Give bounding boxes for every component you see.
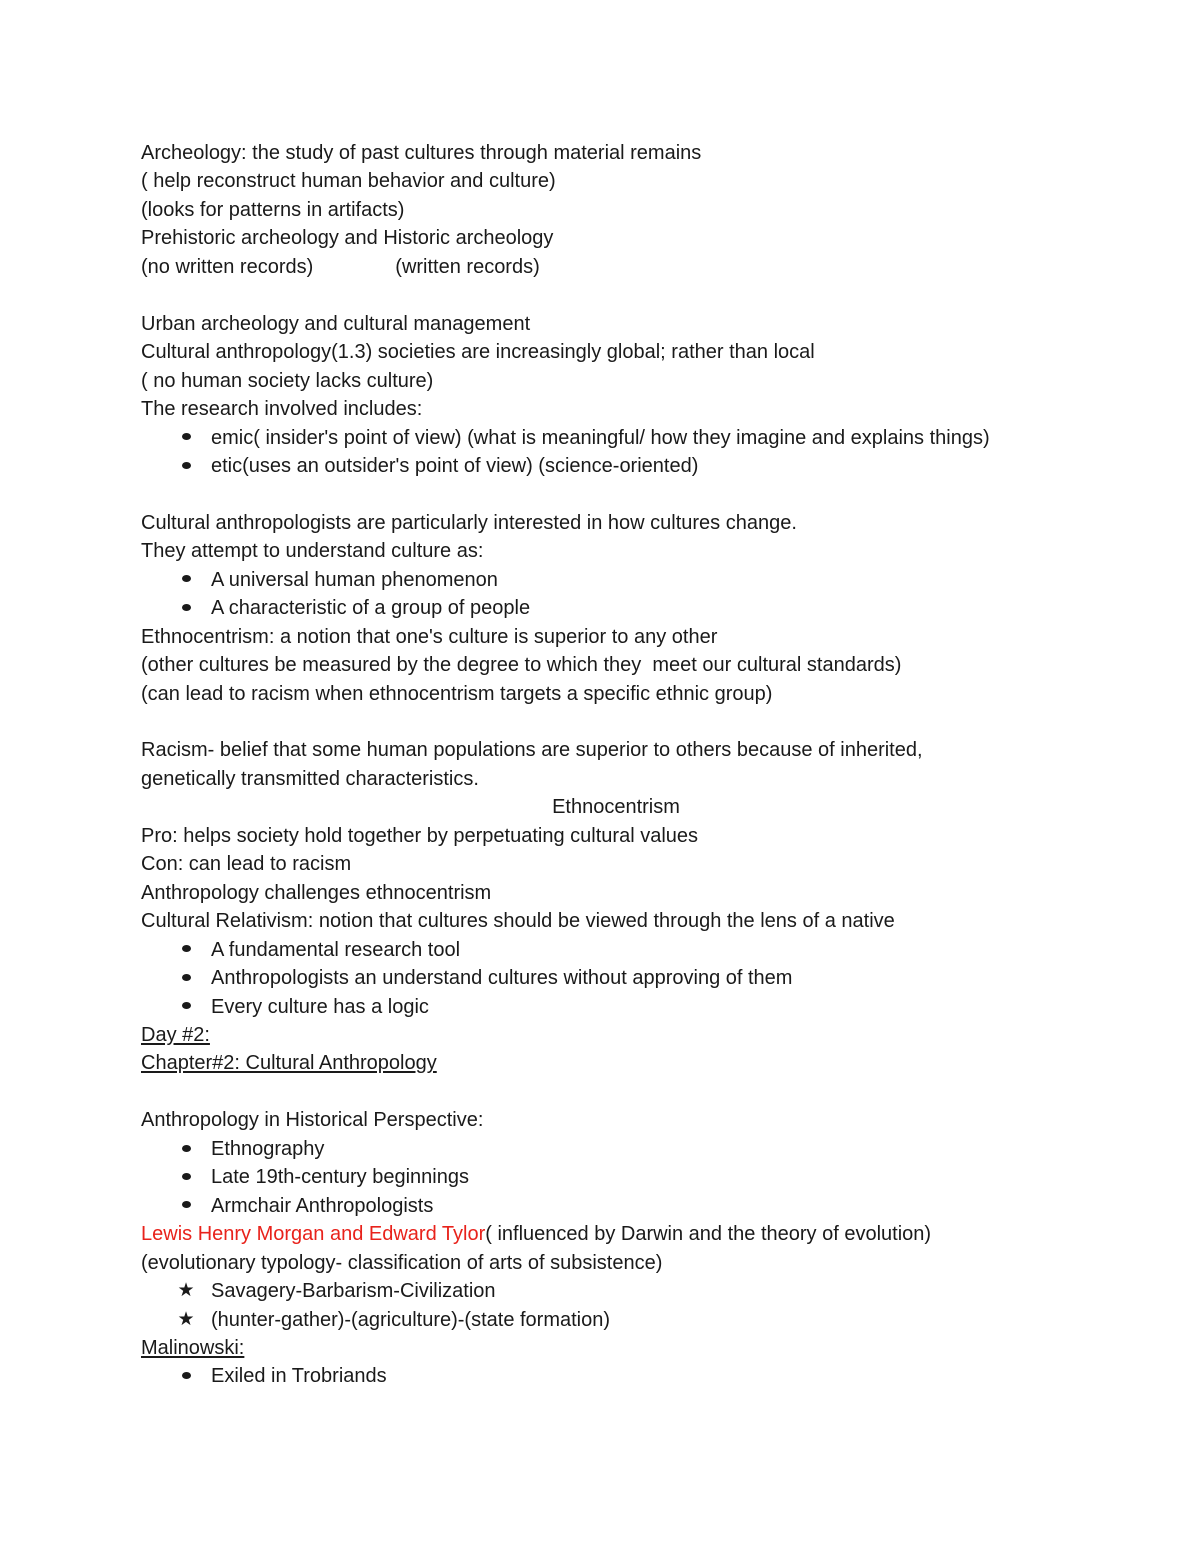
- list-item-text: Exiled in Trobriands: [211, 1365, 387, 1388]
- bullet-icon: [176, 1362, 196, 1390]
- text-line: ( no human society lacks culture): [141, 369, 434, 392]
- text-fragment: (written records): [395, 255, 540, 278]
- bullet-icon: [176, 936, 196, 964]
- list-item-text: A universal human phenomenon: [211, 568, 498, 591]
- blank-line: [141, 708, 1101, 736]
- list-item: [141, 1135, 1101, 1163]
- list-item-text: Savagery-Barbarism-Civilization: [211, 1280, 496, 1303]
- text-line: Urban archeology and cultural management: [141, 312, 531, 335]
- text-line: Pro: helps society hold together by perpetuating cultural values: [141, 824, 699, 847]
- list-item: [141, 452, 1101, 480]
- text-line: Anthropology in Historical Perspective:: [141, 1109, 484, 1132]
- text-line: Cultural anthropologists are particularly interested in how cultures change.: [141, 511, 797, 534]
- list-item: [141, 1277, 1101, 1305]
- list-item: [141, 1306, 1101, 1334]
- bullet-icon: [176, 1135, 196, 1163]
- text-line: ( help reconstruct human behavior and culture): [141, 170, 556, 193]
- list-item-text: Ethnography: [211, 1137, 325, 1160]
- text-line: Ethnocentrism: a notion that one's culture is superior to any other: [141, 625, 718, 648]
- list-item-text: A characteristic of a group of people: [211, 597, 531, 620]
- document-page: [141, 139, 1101, 1391]
- section-heading: Day #2:: [141, 1024, 210, 1046]
- list-item-text: Anthropologists an understand cultures without approving of them: [211, 967, 793, 990]
- bullet-icon: [176, 1163, 196, 1191]
- bullet-icon: [176, 424, 196, 452]
- text-fragment: ( influenced by Darwin and the theory of evolution): [485, 1223, 932, 1246]
- bullet-icon: [176, 1192, 196, 1220]
- list-item-text: (hunter-gather)-(agriculture)-(state formation): [211, 1308, 611, 1331]
- text-fragment: (no written records): [141, 255, 314, 278]
- text-line: (can lead to racism when ethnocentrism targets a specific ethnic group): [141, 682, 773, 705]
- bullet-icon: [176, 993, 196, 1021]
- star-icon: ★: [177, 1308, 195, 1330]
- text-line: genetically transmitted characteristics.: [141, 767, 479, 790]
- star-icon: ★: [177, 1280, 195, 1302]
- list-item: [141, 594, 1101, 622]
- list-item-text: etic(uses an outsider's point of view) (science-oriented): [211, 454, 699, 477]
- bullet-icon: [176, 594, 196, 622]
- list-item: [141, 1192, 1101, 1220]
- text-line: Con: can lead to racism: [141, 853, 352, 876]
- list-item: [141, 566, 1101, 594]
- blank-line: [141, 1078, 1101, 1106]
- list-item-text: emic( insider's point of view) (what is meaningful/ how they imagine and explains things): [211, 426, 990, 449]
- list-item-text: Every culture has a logic: [211, 995, 429, 1018]
- bullet-icon: [176, 566, 196, 594]
- text-line: (other cultures be measured by the degree to which they meet our cultural standards): [141, 654, 902, 677]
- section-heading: Malinowski:: [141, 1336, 245, 1359]
- list-item-text: Late 19th-century beginnings: [211, 1166, 469, 1189]
- text-line: The research involved includes:: [141, 398, 423, 421]
- text-line: Cultural anthropology(1.3) societies are increasingly global; rather than local: [141, 341, 815, 364]
- list-item: [141, 993, 1101, 1021]
- list-item: [141, 1362, 1101, 1390]
- text-line: Racism- belief that some human populations are superior to others because of inherited,: [141, 739, 923, 762]
- chapter-heading: Chapter#2: Cultural Anthropology: [141, 1052, 437, 1075]
- text-line: Anthropology challenges ethnocentrism: [141, 881, 492, 904]
- text-line: [141, 1220, 1101, 1248]
- blank-line: [141, 281, 1101, 309]
- text-line: Prehistoric archeology and Historic archeology: [141, 227, 554, 250]
- list-item: [141, 964, 1101, 992]
- text-line: [141, 253, 1101, 281]
- blank-line: [141, 480, 1101, 508]
- list-item-text: A fundamental research tool: [211, 938, 461, 961]
- bullet-icon: [176, 964, 196, 992]
- text-line: (looks for patterns in artifacts): [141, 198, 405, 221]
- list-item: [141, 936, 1101, 964]
- text-line: Archeology: the study of past cultures through material remains: [141, 142, 702, 164]
- list-item: [141, 424, 1101, 452]
- highlighted-names: Lewis Henry Morgan and Edward Tylor: [141, 1223, 486, 1246]
- text-line: (evolutionary typology- classification of arts of subsistence): [141, 1251, 663, 1274]
- text-line: They attempt to understand culture as:: [141, 540, 484, 563]
- centered-heading: Ethnocentrism: [552, 796, 680, 819]
- list-item: [141, 1163, 1101, 1191]
- text-line: Cultural Relativism: notion that cultures should be viewed through the lens of a native: [141, 910, 895, 933]
- bullet-icon: [176, 452, 196, 480]
- list-item-text: Armchair Anthropologists: [211, 1194, 434, 1217]
